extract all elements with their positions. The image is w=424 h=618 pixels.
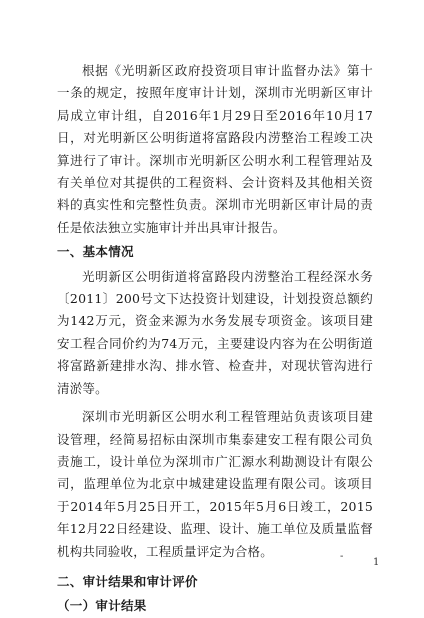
project-management-paragraph: 深圳市光明新区公明水利工程管理站负责该项目建设管理，经简易招标由深圳市集泰建安工程有限公司负责施工，设计单位为深圳市广汇源水利勘测设计有限公司，监理单位为北京中城建建设监理有限公司。该项目于2014年5月25日开工，2015年5月6日竣工，2015年12月22日经建设、监理、设计、施工单位及质量监督机构共同验收，工程质量评定为合格。 — [57, 409, 373, 559]
page-number: - — [340, 551, 344, 562]
section-heading-basic-info: 一、基本情况 — [57, 244, 134, 260]
subsection-heading-audit-result: （一）审计结果 — [57, 598, 147, 614]
basic-info-paragraph: 光明新区公明街道将富路段内涝整治工程经深水务〔2011〕200号文下达投资计划建设，计划投资总额约为142万元，资金来源为水务发展专项资金。该项目建安工程合同价约为74万元，主要建设内容为在公明街道将富路新建排水沟、排水管、检查井，对现状管沟进行清淤等。 — [57, 268, 373, 396]
page-mark: 1 — [373, 557, 380, 568]
section-heading-audit-results: 二、审计结果和审计评价 — [57, 573, 198, 589]
intro-paragraph: 根据《光明新区政府投资项目审计监督办法》第十一条的规定，按照年度审计计划，深圳市光明新区审计局成立审计组，自2016年1月29日至2016年10月17日，对光明新区公明街道将富路段内涝整治工程竣工决算进行了审计。深圳市光明新区公明水利工程管理站及有关单位对其提供的工程资料、会计资料及其他相关资料的真实性和完整性负责。深圳市光明新区审计局的责任是依法独立实施审计并出具审计报告。 — [57, 63, 374, 235]
document-body — [57, 60, 373, 618]
